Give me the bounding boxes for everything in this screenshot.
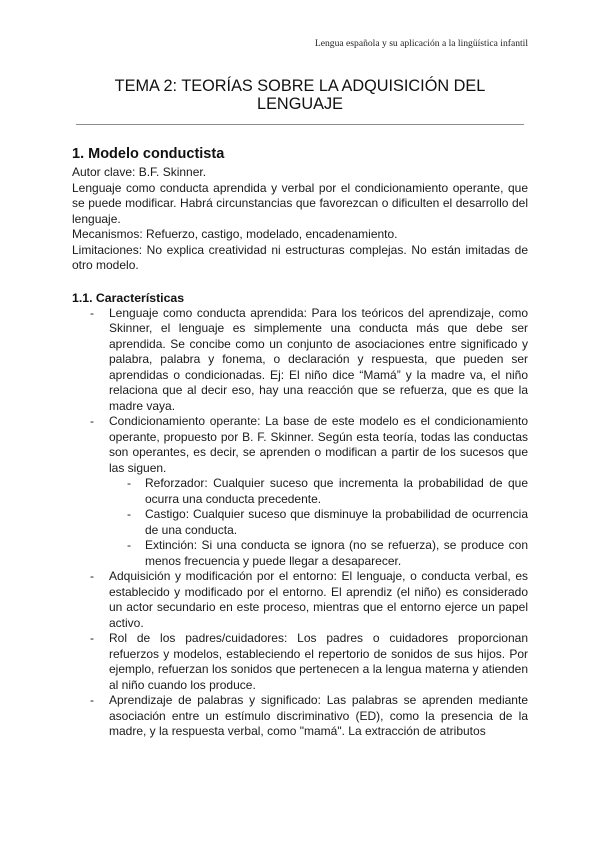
section-heading-modelo-conductista: 1. Modelo conductista <box>72 146 225 162</box>
definition-paragraph: Lenguaje como conducta aprendida y verbal por el condicionamiento operante, que se puede modificar. Habrá circunstancias que favorezcan o dificulten el desarrollo del lenguaje. <box>72 180 528 226</box>
page-title: TEMA 2: TEORÍAS SOBRE LA ADQUISICIÓN DEL LENGUAJE <box>114 77 486 113</box>
bullet-dash: - <box>127 476 131 490</box>
bullet-dash: - <box>90 414 94 428</box>
sub-list-item <box>109 476 528 507</box>
running-header: Lengua española y su aplicación a la lingüística infantil <box>314 38 528 49</box>
sub-list-item <box>109 507 528 538</box>
sub-list-item-text: Reforzador: Cualquier suceso que incrementa la probabilidad de que ocurra una conducta precedente. <box>145 476 528 506</box>
list-item <box>72 569 528 631</box>
characteristics-list <box>72 306 528 740</box>
sub-list-item-text: Extinción: Si una conducta se ignora (no se refuerza), se produce con menos frecuencia y puede llegar a desaparecer. <box>145 538 528 568</box>
list-item <box>72 693 528 740</box>
bullet-dash: - <box>127 507 131 521</box>
mechanisms-paragraph: Mecanismos: Refuerzo, castigo, modelado, encadenamiento. <box>72 227 398 241</box>
bullet-dash: - <box>90 693 94 707</box>
list-item <box>72 306 528 415</box>
title-divider <box>76 124 524 125</box>
list-item <box>72 414 528 569</box>
list-item-text: Adquisición y modificación por el entorno: El lenguaje, o conducta verbal, es establecido y modificado por el entorno. El aprendiz (el niño) es considerado un actor secundario en este proceso, mientras que el entorno ejerce un papel activo. <box>109 569 528 630</box>
bullet-dash: - <box>90 305 94 320</box>
bullet-dash: - <box>90 569 94 583</box>
document-body <box>72 145 528 740</box>
limitations-paragraph: Limitaciones: No explica creatividad ni estructuras complejas. No están imitadas de otro modelo. <box>72 242 528 272</box>
list-item <box>72 631 528 693</box>
list-item-text: Lenguaje como conducta aprendida: Para los teóricos del aprendizaje, como Skinner, el lenguaje es simplemente una conducta más que debe ser aprendida. Se concibe como un conjunto de asociaciones entre significado y palabra, palabra y fonema, o declaración y respuesta, que pueden ser aprendidas o condicionadas. Ej: El niño dice “Mamá” y la madre va, el niño relaciona que al decir eso, hay una reacción que se refuerza, que es que la madre vaya. <box>109 305 528 413</box>
sub-list-item-text: Castigo: Cualquier suceso que disminuye la probabilidad de ocurrencia de una conducta. <box>145 507 528 537</box>
subsection-heading-caracteristicas: 1.1. Características <box>72 290 185 305</box>
list-item-text: Rol de los padres/cuidadores: Los padres o cuidadores proporcionan refuerzos y modelos, estableciendo el repertorio de sonidos de sus hijos. Por ejemplo, refuerzan los sonidos que pertenecen a la lengua materna y atienden al niño cuando los produce. <box>109 631 528 692</box>
list-item-text: Condicionamiento operante: La base de este modelo es el condicionamiento operante, propuesto por B. F. Skinner. Según esta teoría, todas las conductas son operantes, es decir, se aprenden o modifican a partir de los sucesos que las siguen. <box>109 414 528 475</box>
key-author: Autor clave: B.F. Skinner. <box>72 165 207 179</box>
list-item-text: Aprendizaje de palabras y significado: Las palabras se aprenden mediante asociación entre un estímulo discriminativo (ED), como la presencia de la madre, y la respuesta verbal, como "mamá". La extracción de atributos <box>109 693 528 738</box>
sub-list <box>109 476 528 569</box>
bullet-dash: - <box>90 631 94 645</box>
bullet-dash: - <box>127 538 131 552</box>
sub-list-item <box>109 538 528 569</box>
